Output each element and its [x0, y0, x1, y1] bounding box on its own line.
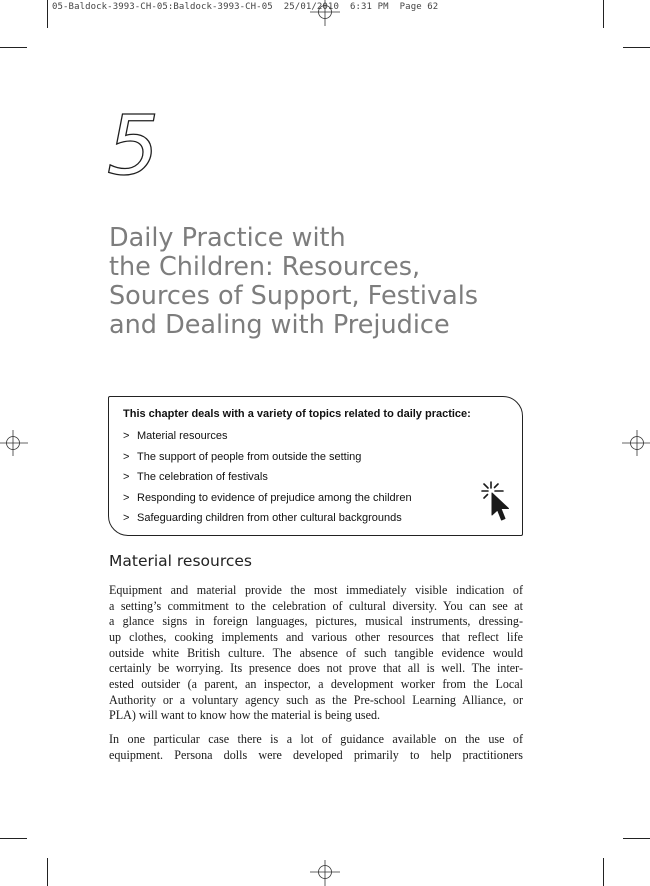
chapter-number: 5 — [107, 99, 160, 194]
bullet-marker: > — [123, 512, 130, 525]
overview-heading: This chapter deals with a variety of topics related to daily practice: — [123, 408, 471, 420]
body-paragraph — [109, 732, 523, 763]
paragraph-line: a glance signs in foreign languages, pictures, musical instruments, dressing- — [109, 614, 523, 629]
crop-mark — [0, 838, 27, 839]
list-item-text: The support of people from outside the setting — [137, 450, 362, 463]
registration-mark-icon — [0, 428, 30, 458]
chapter-title-line: Sources of Support, Festivals — [109, 281, 479, 311]
overview-list — [123, 430, 412, 533]
crop-mark — [603, 0, 604, 28]
chapter-overview-box — [108, 396, 523, 536]
bullet-marker: > — [123, 430, 130, 442]
list-item — [123, 471, 412, 492]
chapter-title-line: Daily Practice with — [109, 223, 346, 253]
registration-mark-icon — [310, 0, 340, 30]
crop-mark — [603, 858, 604, 886]
paragraph-line: up clothes, cooking implements and various other resources that reflect life — [109, 629, 523, 644]
paragraph-line: PLA) will want to know how the material is being used. — [109, 708, 381, 723]
chapter-title-line: and Dealing with Prejudice — [109, 310, 450, 340]
paragraph-line: certainly be worrying. Its presence does not prove that all is well. The inter- — [109, 661, 523, 676]
paragraph-line: a setting’s commitment to the celebration of cultural diversity. You can see at — [109, 598, 523, 613]
section-heading: Material resources — [109, 552, 253, 570]
list-item — [123, 492, 412, 513]
chapter-title — [109, 224, 529, 340]
chapter-title-line: the Children: Resources, — [109, 252, 421, 282]
crop-mark — [47, 858, 48, 886]
bullet-marker: > — [123, 450, 130, 463]
list-item — [123, 451, 412, 472]
list-item-text: Responding to evidence of prejudice among the children — [137, 491, 412, 504]
paragraph-line: Authority or a voluntary agency such as the Pre-school Learning Alliance, or — [109, 692, 523, 707]
crop-mark — [623, 47, 650, 48]
registration-mark-icon — [620, 428, 650, 458]
list-item — [123, 430, 412, 451]
bullet-marker: > — [123, 491, 130, 504]
paragraph-line: Equipment and material provide the most immediately visible indication of — [109, 583, 523, 597]
paragraph-line: equipment. Persona dolls were developed primarily to help practitioners — [109, 747, 523, 762]
crop-mark — [623, 838, 650, 839]
paragraph-line: In one particular case there is a lot of guidance available on the use of — [109, 732, 523, 746]
crop-mark — [47, 0, 48, 28]
list-item-text: The celebration of festivals — [137, 471, 268, 484]
paragraph-line: outside white British culture. The absence of such tangible evidence would — [109, 645, 523, 660]
crop-mark — [0, 47, 27, 48]
list-item — [123, 512, 412, 533]
print-slug: 05-Baldock-3993-CH-05:Baldock-3993-CH-05 25/01/2010 6:31 PM Page 62 — [52, 2, 439, 12]
bullet-marker: > — [123, 471, 130, 484]
paragraph-line: ested outsider (a parent, an inspector, a development worker from the Local — [109, 676, 523, 691]
click-cursor-icon — [479, 479, 515, 527]
list-item-text: Material resources — [137, 430, 228, 442]
registration-mark-icon — [310, 856, 340, 886]
list-item-text: Safeguarding children from other cultural backgrounds — [137, 512, 402, 525]
body-paragraph — [109, 583, 523, 724]
